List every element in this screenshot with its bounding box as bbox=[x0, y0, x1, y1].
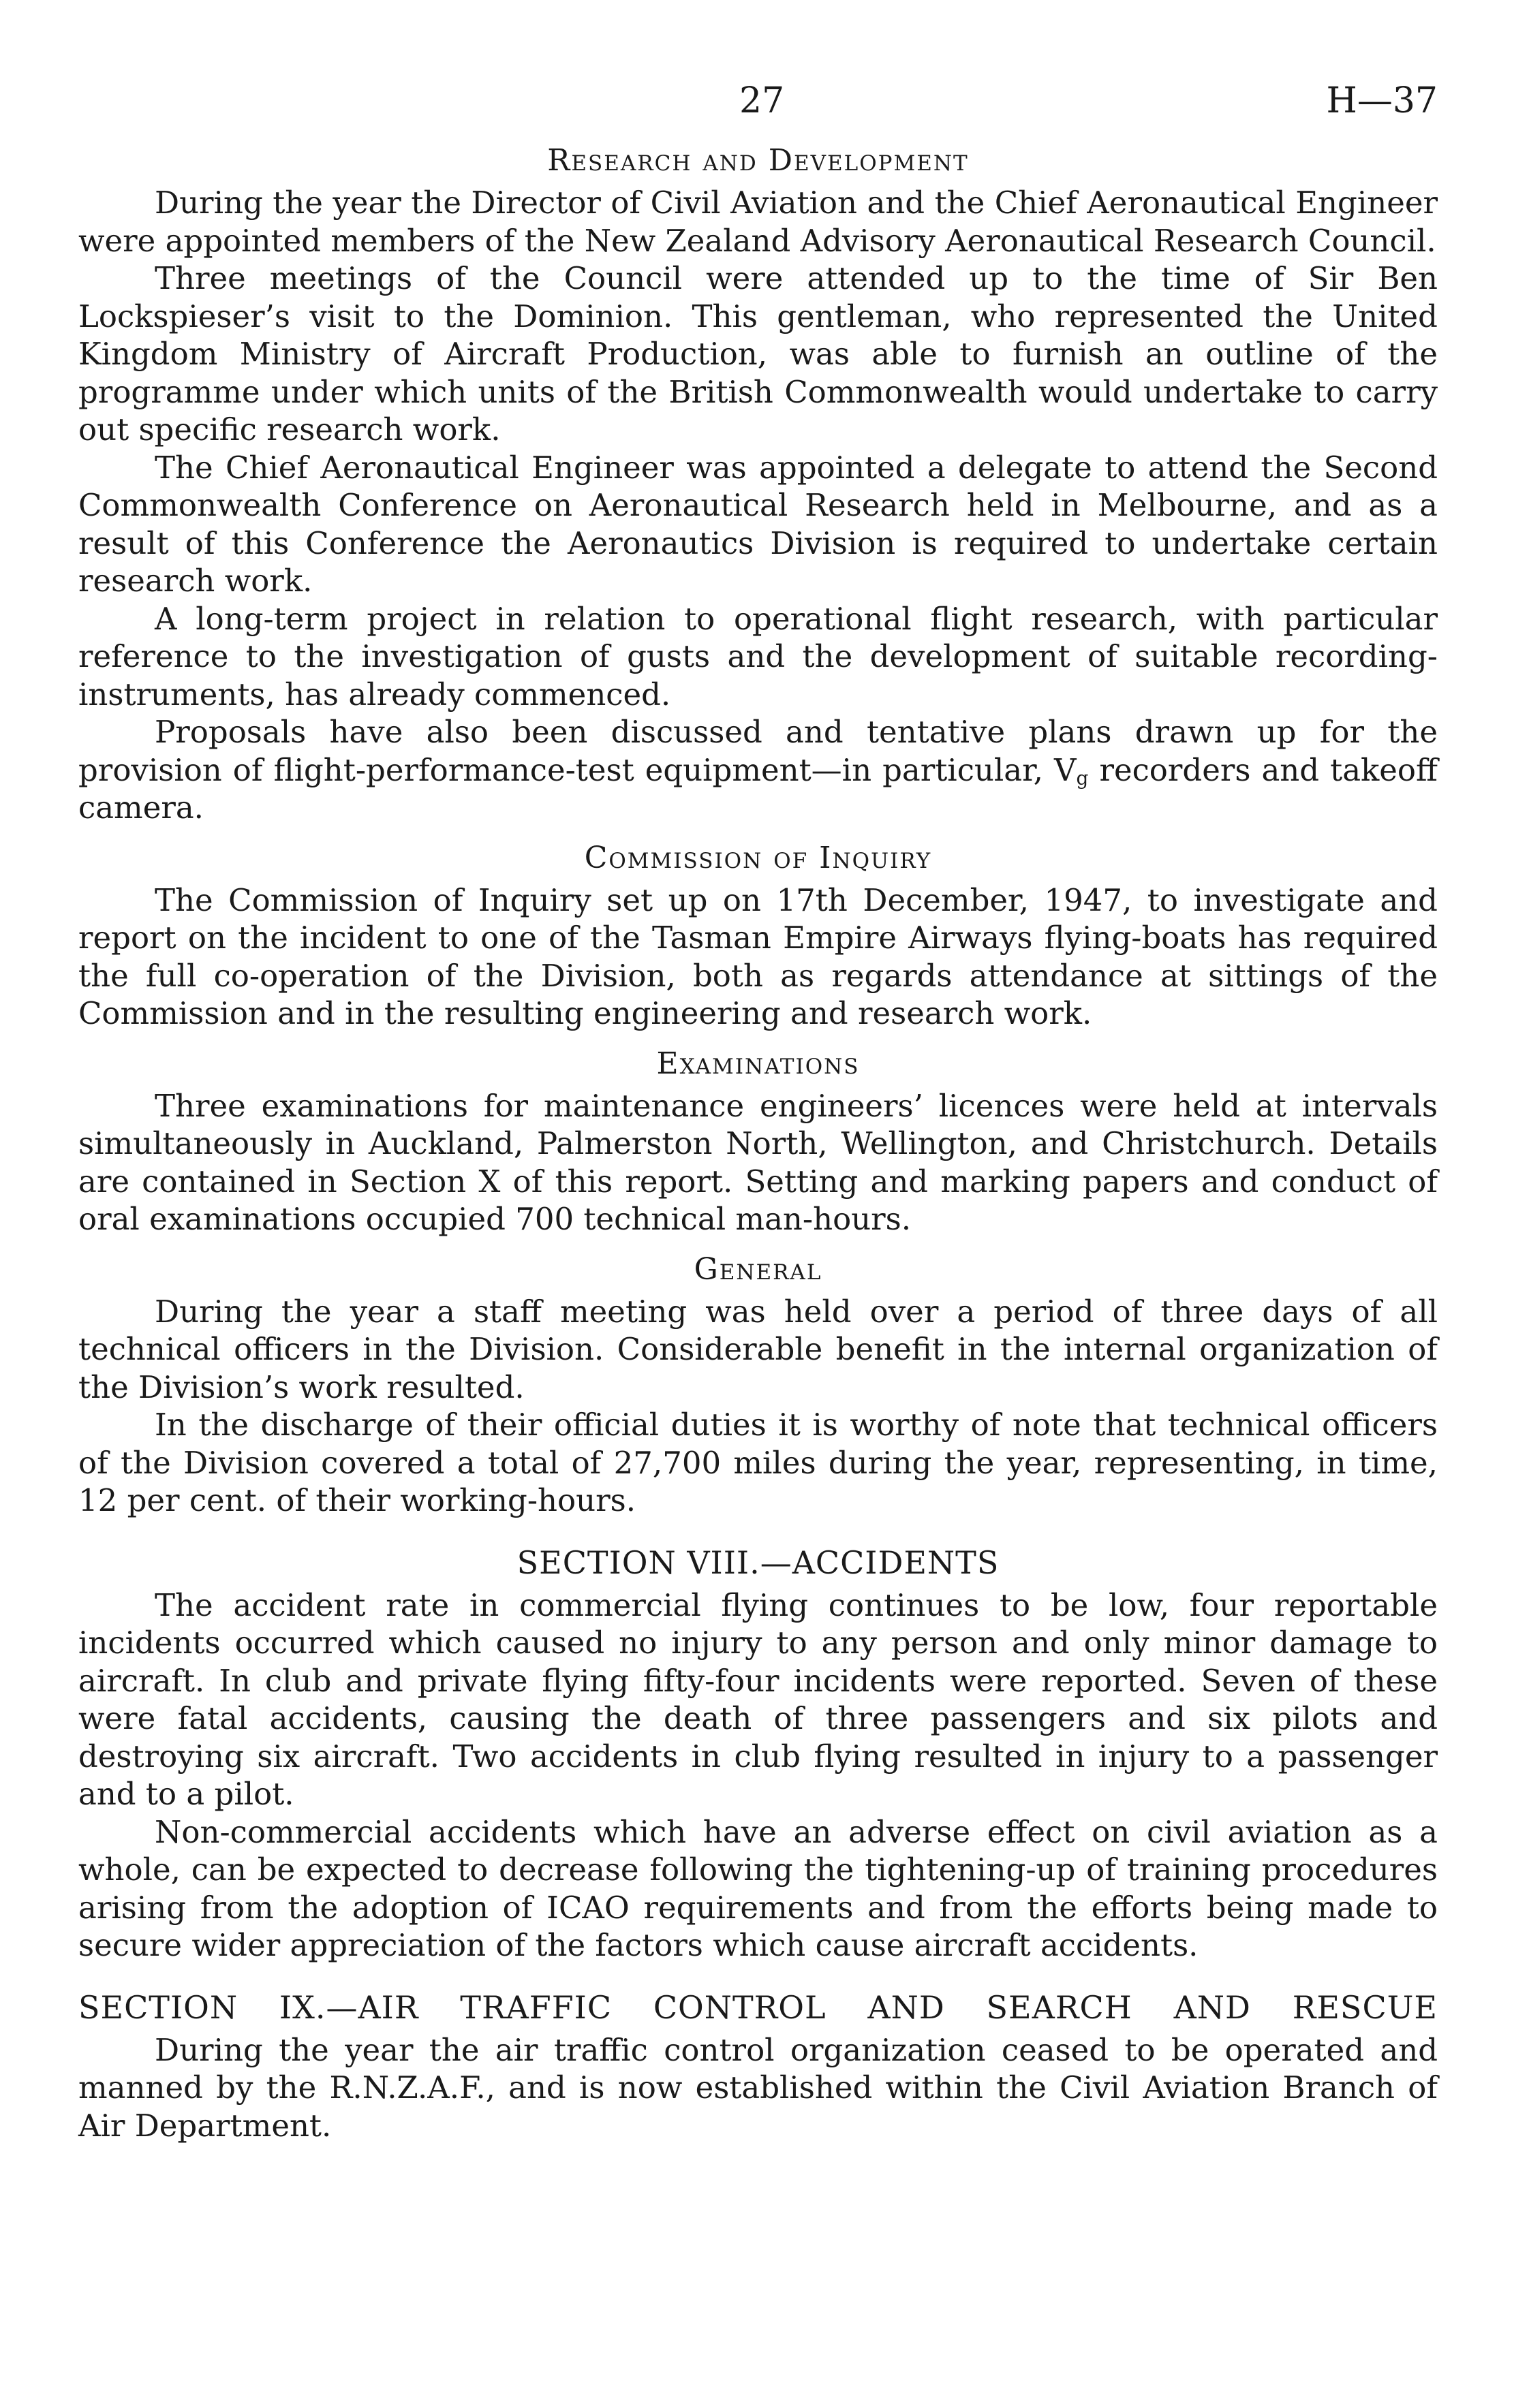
heading-section-viii: SECTION VIII.—ACCIDENTS bbox=[516, 1544, 1000, 1581]
paragraph bbox=[78, 713, 1438, 827]
section-inquiry bbox=[78, 839, 1438, 1033]
paragraph: Three meetings of the Council were attended up to the time of Sir Ben Lockspieser’s visit to the Dominion. This gentleman, who represented the United Kingdom Ministry of Aircraft Production, was able to furnish an outline of the programme under which units of the British Commonwealth would undertake to carry out specific research work. bbox=[78, 260, 1438, 448]
paragraph: The Chief Aeronautical Engineer was appointed a delegate to attend the Second Commonwealth Conference on Aeronautical Research held in Melbourne, and as a result of this Conference the Aeronautics Division is required to undertake certain research work. bbox=[78, 449, 1438, 599]
text-run: recorders and takeoff camera. bbox=[78, 751, 1438, 826]
section-research bbox=[78, 142, 1438, 827]
document-reference: H—37 bbox=[1326, 80, 1438, 121]
heading-commission-of-inquiry: Commission of Inquiry bbox=[584, 840, 932, 875]
heading-section-ix: SECTION IX.—AIR TRAFFIC CONTROL AND SEARCH AND RESCUE bbox=[78, 1988, 1438, 2026]
paragraph: The accident rate in commercial flying continues to be low, four reportable incidents occurred which caused no injury to any person and only minor damage to aircraft. In club and private flying fifty-four incidents were reported. Seven of these were fatal accidents, causing the death of three passengers and six pilots and destroying six aircraft. Two accidents in club flying resulted in injury to a passenger and to a pilot. bbox=[78, 1586, 1438, 1812]
paragraph: In the discharge of their official duties it is worthy of note that technical officers of the Division covered a total of 27,700 miles during the year, representing, in time, 12 per cent. of their working-hours. bbox=[78, 1407, 1438, 1518]
paragraph: During the year a staff meeting was held over a period of three days of all technical officers in the Division. Considerable benefit in the internal organization of the Division’s work resulted. bbox=[78, 1293, 1438, 1405]
paragraph: A long-term project in relation to operational flight research, with particular reference to the investigation of gusts and the development of suitable recording-instruments, has already commenced. bbox=[78, 600, 1438, 713]
page-header bbox=[78, 68, 1438, 129]
heading-examinations: Examinations bbox=[656, 1046, 860, 1081]
document-page bbox=[78, 68, 1438, 2144]
page-number: 27 bbox=[739, 80, 785, 121]
heading-research-and-development: Research and Development bbox=[547, 143, 969, 178]
section-general bbox=[78, 1251, 1438, 1520]
paragraph: The Commission of Inquiry set up on 17th December, 1947, to investigate and report on the incident to one of the Tasman Empire Airways flying-boats has required the full co-operation of the Division, both as regards attendance at sittings of the Commission and in the resulting engineering and research work. bbox=[78, 881, 1438, 1031]
paragraph: During the year the air traffic control organization ceased to be operated and manned by the R.N.Z.A.F., and is now established within the Civil Aviation Branch of Air Department. bbox=[78, 2031, 1438, 2144]
subscript: g bbox=[1076, 766, 1089, 789]
section-examinations bbox=[78, 1045, 1438, 1238]
paragraph: Non-commercial accidents which have an adverse effect on civil aviation as a whole, can be expected to decrease following the tightening-up of training procedures arising from the adoption of ICAO requirements and from the efforts being made to secure wider appreciation of the factors which cause aircraft accidents. bbox=[78, 1813, 1438, 1963]
paragraph: Three examinations for maintenance engineers’ licences were held at intervals simultaneously in Auckland, Palmerston North, Wellington, and Christchurch. Details are contained in Section X of this report. Setting and marking papers and conduct of oral examinations occupied 700 technical man-hours. bbox=[78, 1087, 1438, 1237]
section-viii-accidents bbox=[78, 1543, 1438, 1965]
text-run: Proposals have also been discussed and tentative plans drawn up for the provision of flight-performance-test equipment—in particular, V bbox=[78, 714, 1438, 788]
paragraph: During the year the Director of Civil Aviation and the Chief Aeronautical Engineer were appointed members of the New Zealand Advisory Aeronautical Research Council. bbox=[78, 185, 1438, 259]
section-ix-air-traffic-control bbox=[78, 1988, 1438, 2145]
heading-general: General bbox=[694, 1251, 822, 1287]
